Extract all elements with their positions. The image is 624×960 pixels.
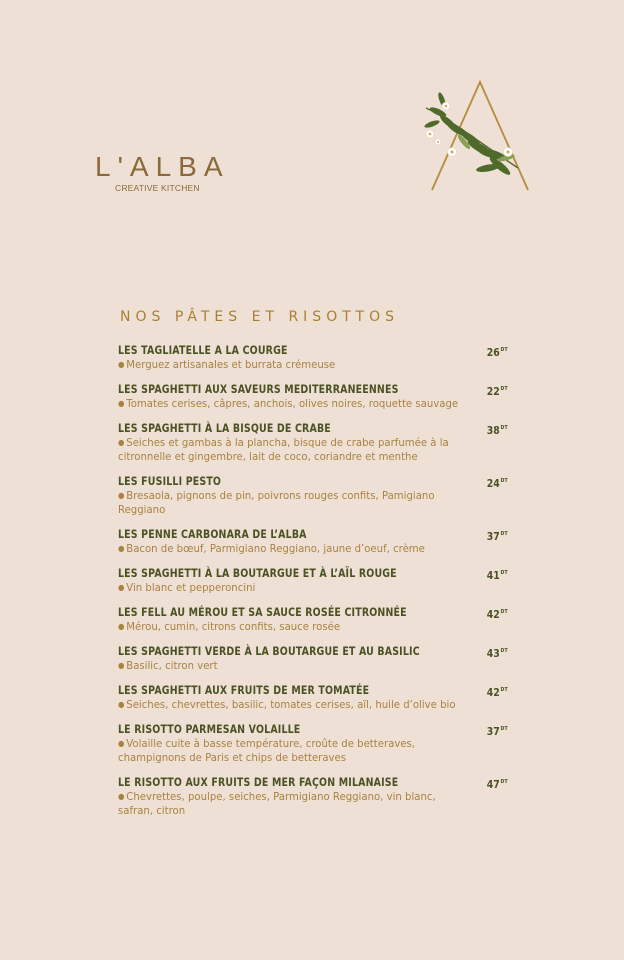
dish-price: $43^{DT}$ <box>487 647 508 660</box>
menu-item <box>118 473 508 517</box>
menu-item <box>118 420 508 464</box>
menu-item <box>118 565 508 595</box>
dish-name: LES SPAGHETTI AUX SAVEURS MEDITERRANEENNES <box>118 382 399 396</box>
currency: DT <box>500 687 508 693</box>
bullet-icon: ● <box>118 622 125 631</box>
brand-subtitle: CREATIVE KITCHEN <box>115 183 200 193</box>
bullet-icon: ● <box>118 399 125 408</box>
logo-a-leaf-icon <box>418 78 530 194</box>
bullet-icon: ● <box>118 583 125 592</box>
dish-name: LES SPAGHETTI VERDE À LA BOUTARGUE ET AU BASILIC <box>118 644 420 658</box>
dish-name: LE RISOTTO PARMESAN VOLAILLE <box>118 722 301 736</box>
dish-price: $24^{DT}$ <box>487 477 508 490</box>
dish-name: LES SPAGHETTI À LA BOUTARGUE ET À L’AÏL ROUGE <box>118 566 397 580</box>
bullet-icon: ● <box>118 544 125 553</box>
currency: DT <box>500 531 508 537</box>
currency: DT <box>500 386 508 392</box>
dish-description: ● Bacon de bœuf, Parmigiano Reggiano, jaune d’oeuf, crème <box>118 542 425 555</box>
menu-item <box>118 721 508 765</box>
dish-name: LES TAGLIATELLE A LA COURGE <box>118 343 288 357</box>
dish-description: ● Merguez artisanales et burrata crémeuse <box>118 358 336 371</box>
dish-name: LE RISOTTO AUX FRUITS DE MER FAÇON MILANAISE <box>118 775 399 789</box>
brand-block <box>95 152 230 193</box>
menu-list <box>118 342 508 827</box>
dish-description: ● Volaille cuite à basse température, croûte de betteraves, champignons de Paris et chips de betteraves <box>118 737 416 764</box>
dish-name: LES SPAGHETTI AUX FRUITS DE MER TOMATÉE <box>118 683 370 697</box>
menu-item <box>118 526 508 556</box>
dish-price: $47^{DT}$ <box>487 778 508 791</box>
dish-price: $38^{DT}$ <box>487 424 508 437</box>
dish-price: $37^{DT}$ <box>487 530 508 543</box>
dish-description: ● Seiches, chevrettes, basilic, tomates cerises, aïl, huile d’olive bio <box>118 698 456 711</box>
currency: DT <box>500 779 508 785</box>
dish-name: LES FELL AU MÉROU ET SA SAUCE ROSÉE CITRONNÉE <box>118 605 407 619</box>
currency: DT <box>500 609 508 615</box>
dish-price: $42^{DT}$ <box>487 686 508 699</box>
dish-name: LES SPAGHETTI À LA BISQUE DE CRABE <box>118 421 331 435</box>
bullet-icon: ● <box>118 739 125 748</box>
dish-description: ● Tomates cerises, câpres, anchois, olives noires, roquette sauvage <box>118 397 459 410</box>
currency: DT <box>500 726 508 732</box>
dish-description: ● Basilic, citron vert <box>118 659 218 672</box>
dish-description: ● Chevrettes, poulpe, seiches, Parmigiano Reggiano, vin blanc, safran, citron <box>118 790 436 817</box>
menu-item <box>118 604 508 634</box>
dish-description: ● Bresaola, pignons de pin, poivrons rouges confits, Pamigiano Reggiano <box>118 489 435 516</box>
bullet-icon: ● <box>118 661 125 670</box>
bullet-icon: ● <box>118 438 125 447</box>
currency: DT <box>500 478 508 484</box>
currency: DT <box>500 425 508 431</box>
dish-description: ● Seiches et gambas à la plancha, bisque de crabe parfumée à la citronnelle et gingembre, lait de coco, coriandre et menthe <box>118 436 449 463</box>
bullet-icon: ● <box>118 360 125 369</box>
menu-item <box>118 774 508 818</box>
menu-item <box>118 682 508 712</box>
dish-description: ● Vin blanc et pepperoncini <box>118 581 256 594</box>
dish-price: $42^{DT}$ <box>487 608 508 621</box>
bullet-icon: ● <box>118 792 125 801</box>
currency: DT <box>500 347 508 353</box>
dish-price: $41^{DT}$ <box>487 569 508 582</box>
dish-price: $37^{DT}$ <box>487 725 508 738</box>
currency: DT <box>500 648 508 654</box>
dish-name: LES PENNE CARBONARA DE L’ALBA <box>118 527 307 541</box>
section-title: NOS PÂTES ET RISOTTOS <box>120 309 399 325</box>
currency: DT <box>500 570 508 576</box>
brand-name: L'ALBA <box>95 151 230 182</box>
dish-name: LES FUSILLI PESTO <box>118 474 222 488</box>
dish-price: $22^{DT}$ <box>487 385 508 398</box>
bullet-icon: ● <box>118 491 125 500</box>
dish-description: ● Mérou, cumin, citrons confits, sauce rosée <box>118 620 341 633</box>
menu-item <box>118 643 508 673</box>
dish-price: $26^{DT}$ <box>487 346 508 359</box>
menu-item <box>118 381 508 411</box>
menu-item <box>118 342 508 372</box>
bullet-icon: ● <box>118 700 125 709</box>
